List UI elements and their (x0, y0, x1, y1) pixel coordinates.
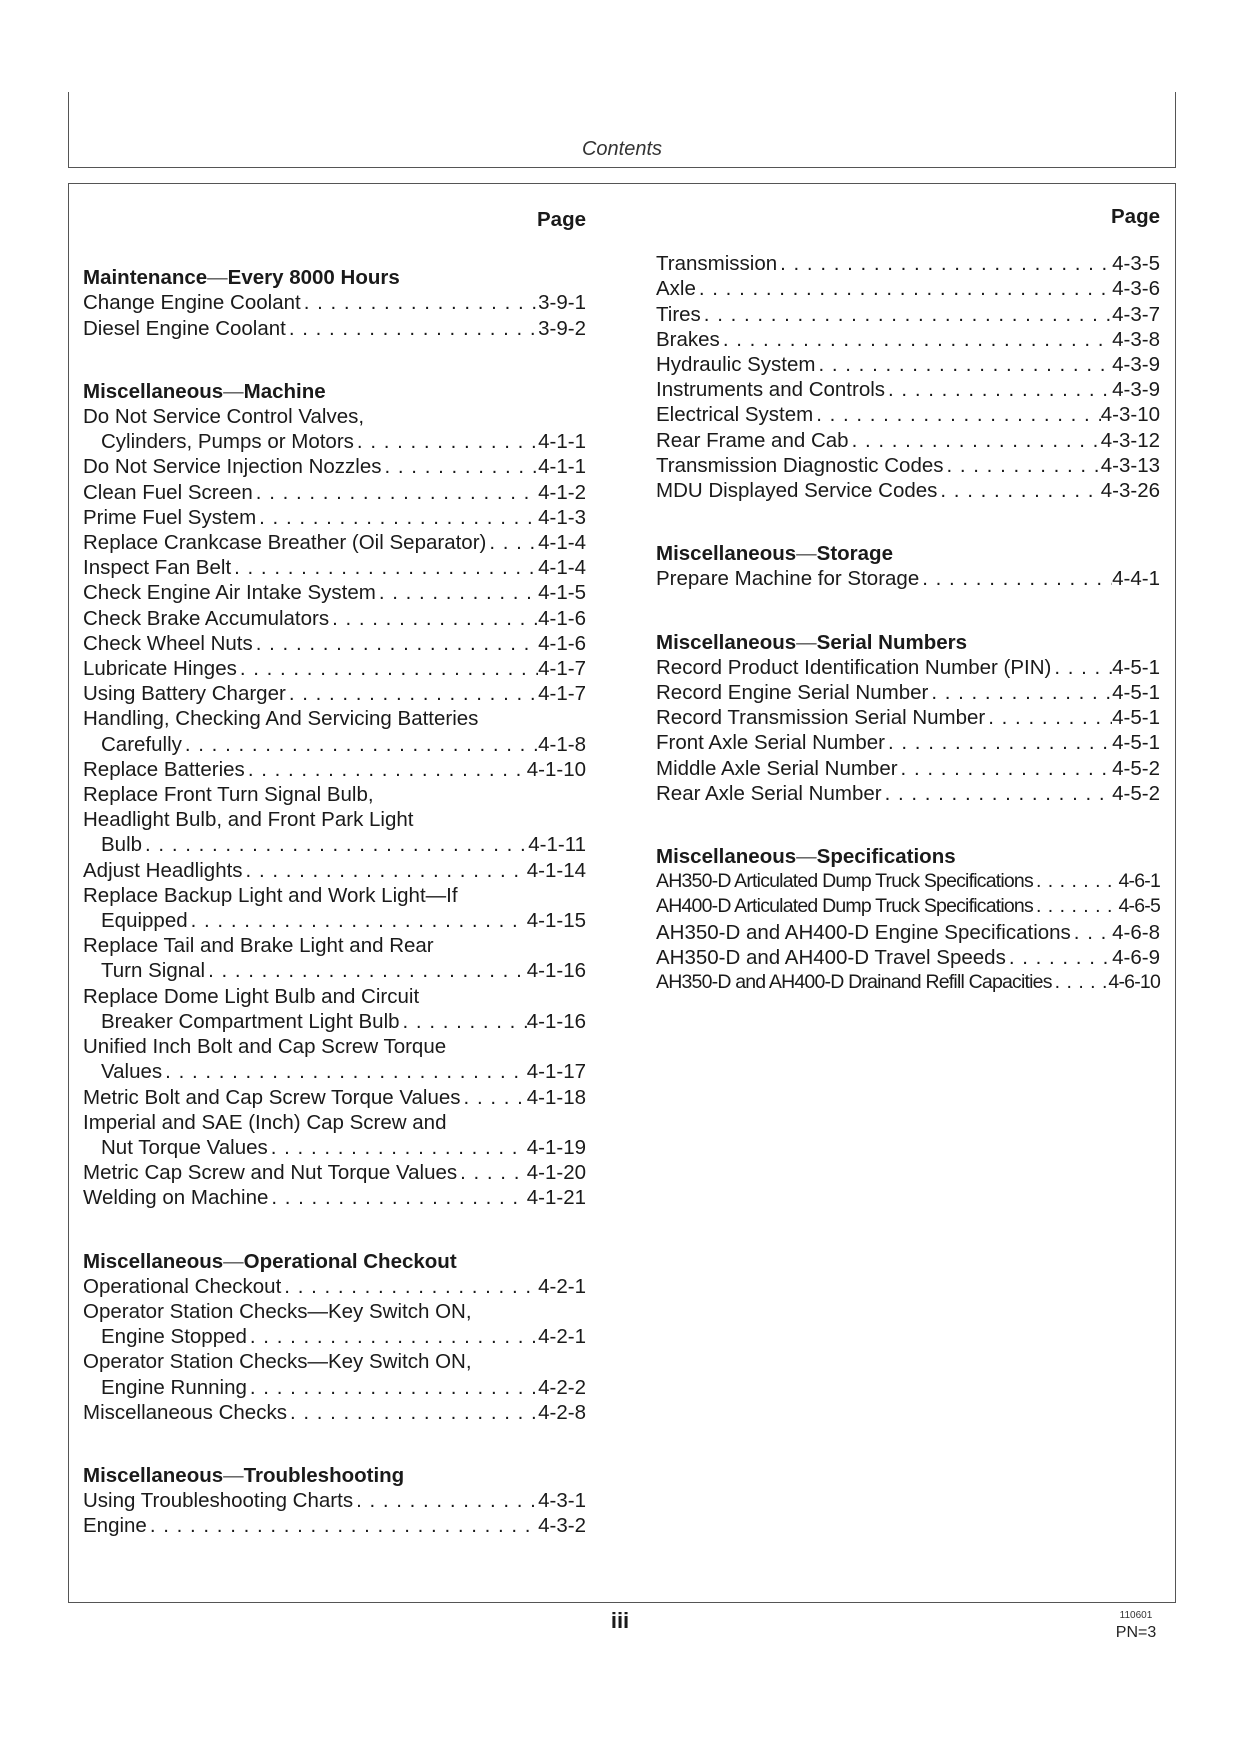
dot-leader (247, 1375, 538, 1400)
section-title-main: Miscellaneous (83, 1463, 224, 1487)
dot-leader (400, 1009, 527, 1034)
toc-entry[interactable] (656, 352, 1160, 377)
toc-section (83, 1463, 586, 1539)
toc-entry-title: Engine Stopped (101, 1325, 247, 1349)
page-column-heading: Page (1111, 205, 1160, 228)
toc-entry[interactable] (83, 958, 586, 983)
dot-leader (243, 858, 527, 883)
toc-entry[interactable] (83, 656, 586, 681)
em-dash: — (796, 630, 817, 654)
dot-leader (944, 453, 1101, 478)
toc-entry-page: 4-3-9 (1112, 378, 1160, 402)
toc-entry[interactable] (83, 480, 586, 505)
toc-entry[interactable] (83, 454, 586, 479)
toc-section (656, 251, 1160, 503)
toc-entry[interactable] (656, 970, 1160, 995)
section-title (83, 1249, 586, 1274)
toc-entry-page: 4-6-1 (1118, 870, 1160, 893)
toc-entry-title: Nut Torque Values (101, 1135, 268, 1159)
toc-entry-title: Inspect Fan Belt (83, 556, 232, 580)
toc-entry-page: 4-3-2 (538, 1514, 586, 1538)
toc-entry[interactable] (83, 858, 586, 883)
toc-entry[interactable] (83, 1160, 586, 1185)
section-title-main: Maintenance (83, 266, 208, 290)
toc-entry-title: Replace Batteries (83, 757, 245, 781)
dot-leader (237, 656, 538, 681)
dot-leader (885, 730, 1112, 755)
toc-entry-page: 4-5-2 (1112, 781, 1160, 805)
running-head: Contents (581, 138, 663, 160)
toc-entry-line: Operator Station Checks—Key Switch ON, (83, 1299, 472, 1323)
toc-entry-page: 4-3-13 (1100, 453, 1160, 477)
toc-entry-page: 4-5-2 (1112, 756, 1160, 780)
section-title-main: Miscellaneous (83, 1249, 224, 1273)
dot-leader (1033, 894, 1119, 919)
toc-entry[interactable] (83, 1059, 586, 1084)
section-subtitle: Machine (243, 379, 326, 403)
dot-leader (142, 832, 528, 857)
toc-entry-page: 3-9-2 (538, 316, 586, 340)
toc-entry[interactable] (83, 290, 586, 315)
toc-entry-page: 4-1-6 (538, 606, 586, 630)
toc-entry-title: Axle (656, 277, 696, 301)
em-dash: — (207, 266, 228, 290)
dot-leader (281, 1274, 538, 1299)
toc-entry-title: Change Engine Coolant (83, 291, 301, 315)
toc-entry-title: Electrical System (656, 403, 814, 427)
toc-left-column (83, 207, 586, 1577)
toc-entry-page: 4-5-1 (1112, 681, 1160, 705)
section-title (656, 844, 1160, 869)
toc-entry-page: 4-1-19 (526, 1135, 586, 1159)
dot-leader (188, 908, 527, 933)
toc-entry-title: Check Brake Accumulators (83, 606, 330, 630)
toc-entry-page: 4-3-6 (1112, 277, 1160, 301)
toc-entry-title: Using Battery Charger (83, 682, 286, 706)
toc-entry[interactable] (83, 1274, 586, 1299)
toc-entry[interactable] (656, 869, 1160, 894)
toc-entry[interactable] (656, 566, 1160, 591)
dot-leader (287, 1400, 538, 1425)
dot-leader (253, 480, 538, 505)
toc-entry[interactable] (656, 655, 1160, 680)
toc-entry-title: AH350-D Articulated Dump Truck Specifications (656, 870, 1033, 893)
dot-leader (353, 1488, 538, 1513)
dot-leader (461, 1085, 527, 1110)
dot-leader (1052, 970, 1109, 995)
toc-entry-page: 4-1-7 (538, 657, 586, 681)
toc-entry-line: Handling, Checking And Servicing Batteries (83, 707, 479, 731)
toc-entry[interactable] (83, 1085, 586, 1110)
toc-entry-title: Miscellaneous Checks (83, 1400, 287, 1424)
dot-leader (898, 756, 1113, 781)
toc-entry-title: Prepare Machine for Storage (656, 567, 920, 591)
dot-leader (985, 705, 1112, 730)
em-dash: — (796, 845, 817, 869)
toc-entry[interactable] (83, 1009, 586, 1034)
page-column-heading: Page (537, 208, 586, 231)
toc-entry[interactable] (656, 276, 1160, 301)
toc-entry[interactable] (656, 251, 1160, 276)
dot-leader (376, 580, 538, 605)
toc-section (656, 630, 1160, 806)
section-title (656, 630, 1160, 655)
section-subtitle: Troubleshooting (243, 1463, 405, 1487)
dot-leader (816, 352, 1113, 377)
toc-entry-page: 4-1-16 (526, 1009, 586, 1033)
toc-entry[interactable] (83, 631, 586, 656)
toc-entry-title: AH350-D and AH400-D Drainand Refill Capacities (656, 971, 1052, 994)
dot-leader (329, 606, 538, 631)
section-title-main: Miscellaneous (656, 630, 797, 654)
toc-entry[interactable] (83, 1400, 586, 1425)
section-title-main: Miscellaneous (83, 379, 224, 403)
toc-entry[interactable] (83, 580, 586, 605)
dot-leader (301, 290, 538, 315)
dot-leader (382, 454, 539, 479)
dot-leader (919, 566, 1112, 591)
toc-entry-line: Operator Station Checks—Key Switch ON, (83, 1350, 472, 1374)
toc-entry-page: 4-5-1 (1112, 655, 1160, 679)
toc-entry[interactable] (656, 730, 1160, 755)
dot-leader (268, 1135, 527, 1160)
section-title (83, 1463, 586, 1488)
dot-leader (231, 555, 538, 580)
toc-entry[interactable] (83, 530, 586, 555)
toc-entry-line: Unified Inch Bolt and Cap Screw Torque (83, 1035, 447, 1059)
toc-entry-title: Bulb (101, 833, 143, 857)
toc-entry-title: Breaker Compartment Light Bulb (101, 1009, 400, 1033)
toc-entry-line: Replace Backup Light and Work Light—If (83, 883, 458, 907)
toc-entry-title: Front Axle Serial Number (656, 731, 886, 755)
toc-entry[interactable] (83, 1185, 586, 1210)
toc-entry-title: MDU Displayed Service Codes (656, 479, 938, 503)
toc-entry-title: Rear Axle Serial Number (656, 781, 882, 805)
dot-leader (205, 958, 527, 983)
toc-entry-title: Cylinders, Pumps or Motors (101, 430, 354, 454)
toc-entry[interactable] (656, 302, 1160, 327)
dot-leader (885, 377, 1112, 402)
dot-leader (849, 428, 1101, 453)
dot-leader (147, 1513, 538, 1538)
toc-entry-page: 4-4-1 (1112, 567, 1160, 591)
toc-entry-title: AH350-D and AH400-D Travel Speeds (656, 945, 1006, 969)
toc-entry-page: 4-3-5 (1112, 252, 1160, 276)
toc-entry[interactable] (656, 428, 1160, 453)
section-title (656, 541, 1160, 566)
toc-entry[interactable] (656, 894, 1160, 919)
toc-entry-page: 4-3-7 (1112, 302, 1160, 326)
toc-entry[interactable] (83, 832, 586, 857)
toc-entry-title: Record Transmission Serial Number (656, 706, 986, 730)
toc-entry-title: Rear Frame and Cab (656, 428, 849, 452)
toc-entry[interactable] (656, 781, 1160, 806)
toc-entry[interactable] (656, 920, 1160, 945)
toc-entry-page: 4-3-26 (1100, 479, 1160, 503)
toc-entry-page: 4-2-1 (538, 1274, 586, 1298)
toc-entry[interactable] (83, 1324, 586, 1349)
toc-entry-page: 4-1-3 (538, 505, 586, 529)
em-dash: — (223, 1249, 244, 1273)
toc-section (656, 844, 1160, 995)
toc-entry[interactable] (83, 1135, 586, 1160)
toc-entry[interactable] (656, 680, 1160, 705)
toc-entry-page: 4-1-4 (538, 531, 586, 555)
toc-entry-page: 4-6-10 (1108, 971, 1160, 994)
toc-section (83, 265, 586, 341)
toc-entry-page: 4-1-18 (526, 1085, 586, 1109)
toc-entry[interactable] (656, 705, 1160, 730)
dot-leader (1033, 869, 1119, 894)
section-title (83, 265, 586, 290)
toc-entry-title: AH350-D and AH400-D Engine Specifications (656, 920, 1071, 944)
toc-entry-page: 4-1-8 (538, 732, 586, 756)
toc-entry-title: AH400-D Articulated Dump Truck Specifications (656, 895, 1033, 918)
toc-entry[interactable] (83, 1488, 586, 1513)
toc-entry-page: 4-1-10 (526, 757, 586, 781)
toc-entry-page: 4-3-12 (1100, 428, 1160, 452)
toc-entry-line: Replace Tail and Brake Light and Rear (83, 934, 434, 958)
dot-leader (701, 302, 1112, 327)
toc-entry-line: Replace Dome Light Bulb and Circuit (83, 984, 420, 1008)
toc-entry-title: Middle Axle Serial Number (656, 756, 898, 780)
dot-leader (777, 251, 1112, 276)
toc-entry-page: 4-5-1 (1112, 706, 1160, 730)
toc-entry[interactable] (83, 606, 586, 631)
toc-entry-page: 4-1-4 (538, 556, 586, 580)
toc-entry-title: Engine Running (101, 1375, 247, 1399)
section-subtitle: Every 8000 Hours (227, 266, 400, 290)
toc-entry-title: Check Wheel Nuts (83, 631, 253, 655)
toc-entry[interactable] (656, 478, 1160, 503)
toc-entry-title: Replace Crankcase Breather (Oil Separator) (83, 531, 487, 555)
toc-entry-title: Welding on Machine (83, 1186, 269, 1210)
toc-entry[interactable] (83, 1513, 586, 1538)
toc-entry-title: Metric Bolt and Cap Screw Torque Values (83, 1085, 461, 1109)
toc-entry-page: 4-1-6 (538, 631, 586, 655)
toc-entry-page: 4-2-2 (538, 1375, 586, 1399)
toc-entry-page: 4-3-9 (1112, 353, 1160, 377)
toc-entry[interactable] (83, 908, 586, 933)
toc-entry-page: 4-6-8 (1112, 920, 1160, 944)
dot-leader (882, 781, 1113, 806)
dot-leader (937, 478, 1100, 503)
toc-entry-line: Do Not Service Control Valves, (83, 405, 365, 429)
dot-leader (182, 732, 538, 757)
toc-entry-page: 4-1-17 (526, 1060, 586, 1084)
toc-entry-title: Transmission Diagnostic Codes (656, 453, 944, 477)
toc-entry-title: Turn Signal (101, 959, 206, 983)
toc-entry-page: 4-1-1 (538, 455, 586, 479)
toc-entry[interactable] (83, 732, 586, 757)
toc-entry[interactable] (83, 316, 586, 341)
dot-leader (1071, 920, 1112, 945)
toc-entry-page: 4-1-21 (526, 1186, 586, 1210)
dot-leader (813, 402, 1101, 427)
toc-entry-line: Replace Front Turn Signal Bulb, (83, 783, 374, 807)
toc-entry[interactable] (656, 377, 1160, 402)
toc-section (83, 379, 586, 1211)
toc-entry-page: 3-9-1 (538, 291, 586, 315)
toc-entry-page: 4-1-16 (526, 959, 586, 983)
toc-section (83, 1249, 586, 1425)
toc-entry-title: Do Not Service Injection Nozzles (83, 455, 382, 479)
dot-leader (486, 530, 538, 555)
toc-entry-title: Prime Fuel System (83, 505, 257, 529)
toc-entry-title: Check Engine Air Intake System (83, 581, 376, 605)
toc-entry-page: 4-1-15 (526, 909, 586, 933)
toc-entry-page: 4-1-14 (526, 858, 586, 882)
dot-leader (286, 681, 538, 706)
toc-entry-title: Using Troubleshooting Charts (83, 1489, 354, 1513)
em-dash: — (223, 1463, 244, 1487)
dot-leader (268, 1185, 526, 1210)
toc-entry[interactable] (656, 756, 1160, 781)
section-subtitle: Operational Checkout (243, 1249, 457, 1273)
toc-entry-page: 4-3-1 (538, 1489, 586, 1513)
dot-leader (457, 1160, 527, 1185)
toc-entry-page: 4-1-11 (528, 833, 586, 857)
dot-leader (286, 316, 538, 341)
toc-entry-page: 4-1-7 (538, 682, 586, 706)
toc-entry[interactable] (656, 453, 1160, 478)
dot-leader (1006, 945, 1112, 970)
toc-entry[interactable] (656, 327, 1160, 352)
toc-entry-page: 4-3-8 (1112, 327, 1160, 351)
header-frame (68, 92, 1176, 168)
dot-leader (928, 680, 1112, 705)
em-dash: — (796, 542, 817, 566)
section-subtitle: Storage (816, 542, 893, 566)
toc-entry-title: Diesel Engine Coolant (83, 316, 286, 340)
toc-entry[interactable] (656, 945, 1160, 970)
toc-entry-title: Transmission (656, 252, 778, 276)
toc-entry-title: Metric Cap Screw and Nut Torque Values (83, 1161, 458, 1185)
toc-entry-title: Record Product Identification Number (PIN) (656, 655, 1052, 679)
dot-leader (696, 276, 1112, 301)
toc-entry-title: Carefully (101, 732, 182, 756)
toc-entry-title: Record Engine Serial Number (656, 681, 929, 705)
section-title (83, 379, 586, 404)
toc-entry-page: 4-1-20 (526, 1161, 586, 1185)
section-title-main: Miscellaneous (656, 542, 797, 566)
toc-entry-title: Clean Fuel Screen (83, 480, 253, 504)
toc-entry[interactable] (83, 555, 586, 580)
dot-leader (1051, 655, 1112, 680)
toc-entry[interactable] (83, 681, 586, 706)
toc-entry-line: Headlight Bulb, and Front Park Light (83, 808, 414, 832)
toc-entry-page: 4-6-9 (1112, 945, 1160, 969)
toc-entry[interactable] (83, 1375, 586, 1400)
toc-entry[interactable] (83, 505, 586, 530)
toc-entry-title: Adjust Headlights (83, 858, 243, 882)
dot-leader (245, 757, 527, 782)
dot-leader (354, 429, 538, 454)
dot-leader (256, 505, 538, 530)
toc-entry-page: 4-6-5 (1118, 895, 1160, 918)
dot-leader (162, 1059, 527, 1084)
toc-entry[interactable] (656, 402, 1160, 427)
toc-entry[interactable] (83, 757, 586, 782)
toc-entry-title: Hydraulic System (656, 353, 816, 377)
toc-entry-title: Tires (656, 302, 701, 326)
toc-entry-page: 4-1-5 (538, 581, 586, 605)
toc-entry[interactable] (83, 429, 586, 454)
toc-entry-page: 4-1-2 (538, 480, 586, 504)
toc-entry-title: Instruments and Controls (656, 378, 886, 402)
toc-section (656, 541, 1160, 591)
dot-leader (720, 327, 1112, 352)
toc-entry-page: 4-2-8 (538, 1400, 586, 1424)
toc-entry-title: Engine (83, 1514, 147, 1538)
page-number-code: PN=3 (1115, 1624, 1157, 1641)
section-subtitle: Specifications (816, 845, 956, 869)
toc-entry-line: Imperial and SAE (Inch) Cap Screw and (83, 1110, 447, 1134)
toc-entry-title: Operational Checkout (83, 1274, 282, 1298)
toc-entry-title: Brakes (656, 327, 720, 351)
toc-entry-page: 4-5-1 (1112, 731, 1160, 755)
toc-entry-page: 4-1-1 (538, 430, 586, 454)
toc-entry-title: Values (101, 1060, 163, 1084)
toc-entry-title: Lubricate Hinges (83, 657, 237, 681)
dot-leader (253, 631, 538, 656)
em-dash: — (223, 379, 244, 403)
toc-entry-page: 4-3-10 (1100, 403, 1160, 427)
toc-entry-page: 4-2-1 (538, 1325, 586, 1349)
dot-leader (247, 1324, 538, 1349)
document-code: 110601 (1119, 1610, 1153, 1621)
section-title-main: Miscellaneous (656, 845, 797, 869)
section-subtitle: Serial Numbers (816, 630, 968, 654)
toc-right-column (656, 204, 1160, 1033)
page-folio: iii (610, 1608, 630, 1633)
toc-entry-title: Equipped (101, 909, 188, 933)
